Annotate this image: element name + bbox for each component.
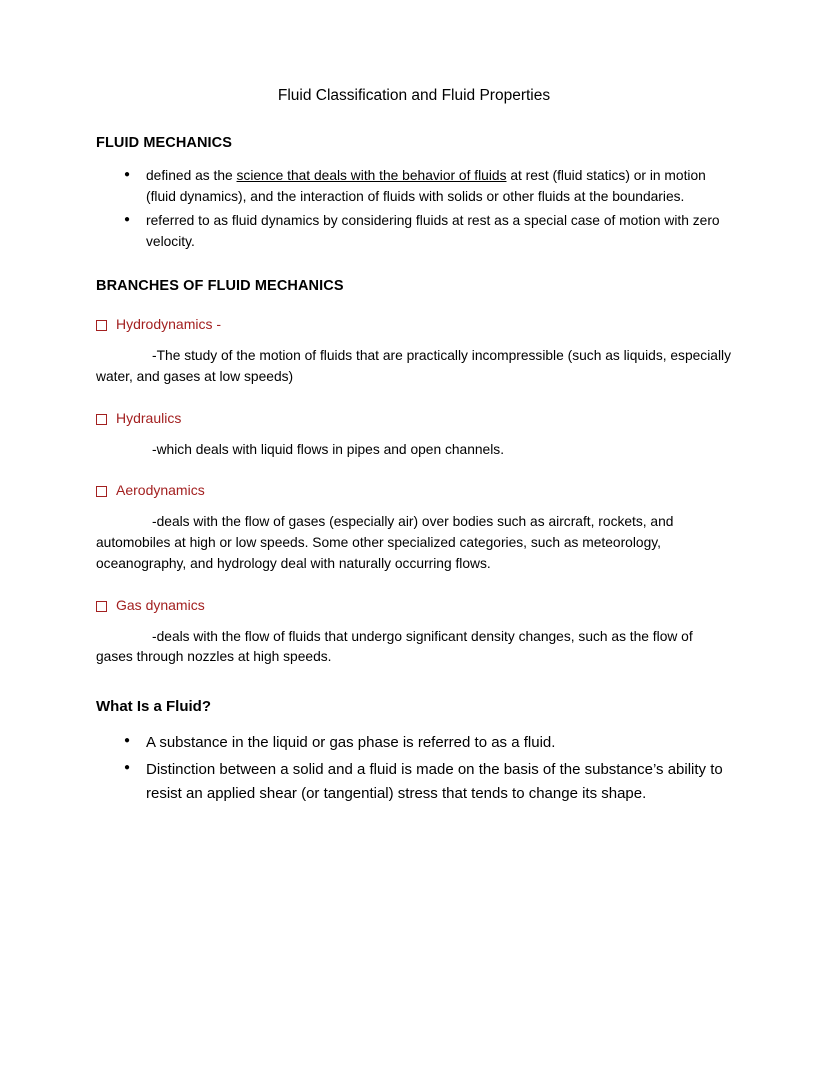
- checkbox-square-icon: [96, 486, 107, 497]
- branch-item-gas-dynamics: [96, 597, 732, 613]
- page-title: Fluid Classification and Fluid Properties: [277, 87, 551, 104]
- what-is-fluid-bullet-list: [96, 731, 732, 806]
- checkbox-square-icon: [96, 414, 107, 425]
- fluid-mechanics-bullet-list: [96, 165, 732, 253]
- branch-body-hydrodynamics: -The study of the motion of fluids that are practically incompressible (such as liquids, especially water, and gases at low speeds): [96, 348, 731, 385]
- branch-item-aerodynamics: [96, 482, 732, 498]
- bullet-text-pre: defined as the: [146, 167, 237, 183]
- list-item: [146, 165, 732, 208]
- list-item: ● A substance in the liquid or gas phase is referred to as a fluid.: [146, 731, 732, 755]
- branch-item-hydrodynamics: [96, 316, 732, 332]
- branch-label: Hydrodynamics -: [116, 316, 222, 333]
- list-item: ● Distinction between a solid and a fluid is made on the basis of the substance’s ability to resist an applied shear (or tangential) stress that tends to change its shape.: [146, 758, 732, 806]
- list-item: [146, 210, 732, 253]
- branch-label: Aerodynamics: [116, 482, 205, 499]
- bullet-text-pre: referred to as fluid dynamics by considering fluids at rest as a special case of motion with zero velocity.: [146, 212, 720, 250]
- section-heading-what-is-a-fluid: What Is a Fluid?: [96, 697, 211, 715]
- checkbox-square-icon: [96, 601, 107, 612]
- branch-body-gas-dynamics: -deals with the flow of fluids that undergo significant density changes, such as the flow of gases through nozzles at high speeds.: [96, 628, 693, 665]
- branch-label: Hydraulics: [116, 409, 182, 426]
- checkbox-square-icon: [96, 320, 107, 331]
- branch-body-aerodynamics: -deals with the flow of gases (especially air) over bodies such as aircraft, rockets, and automobiles at high or low speeds. Some other specialized categories, such as meteorology, oceanography, and hydrology deal with naturally occurring flows.: [96, 514, 674, 571]
- bullet-text-underlined: science that deals with the behavior of fluids: [236, 167, 507, 183]
- branch-label: Gas dynamics: [116, 596, 205, 613]
- section-heading-fluid-mechanics: FLUID MECHANICS: [96, 134, 233, 151]
- bullet-text-post: at rest (fluid statics) or in motion (fluid dynamics), and the interaction of fluids with solids or other fluids at the boundaries.: [146, 167, 706, 205]
- section-heading-branches: BRANCHES OF FLUID MECHANICS: [96, 278, 344, 295]
- branch-body-hydraulics: -which deals with liquid flows in pipes and open channels.: [152, 441, 505, 457]
- branch-item-hydraulics: [96, 410, 732, 426]
